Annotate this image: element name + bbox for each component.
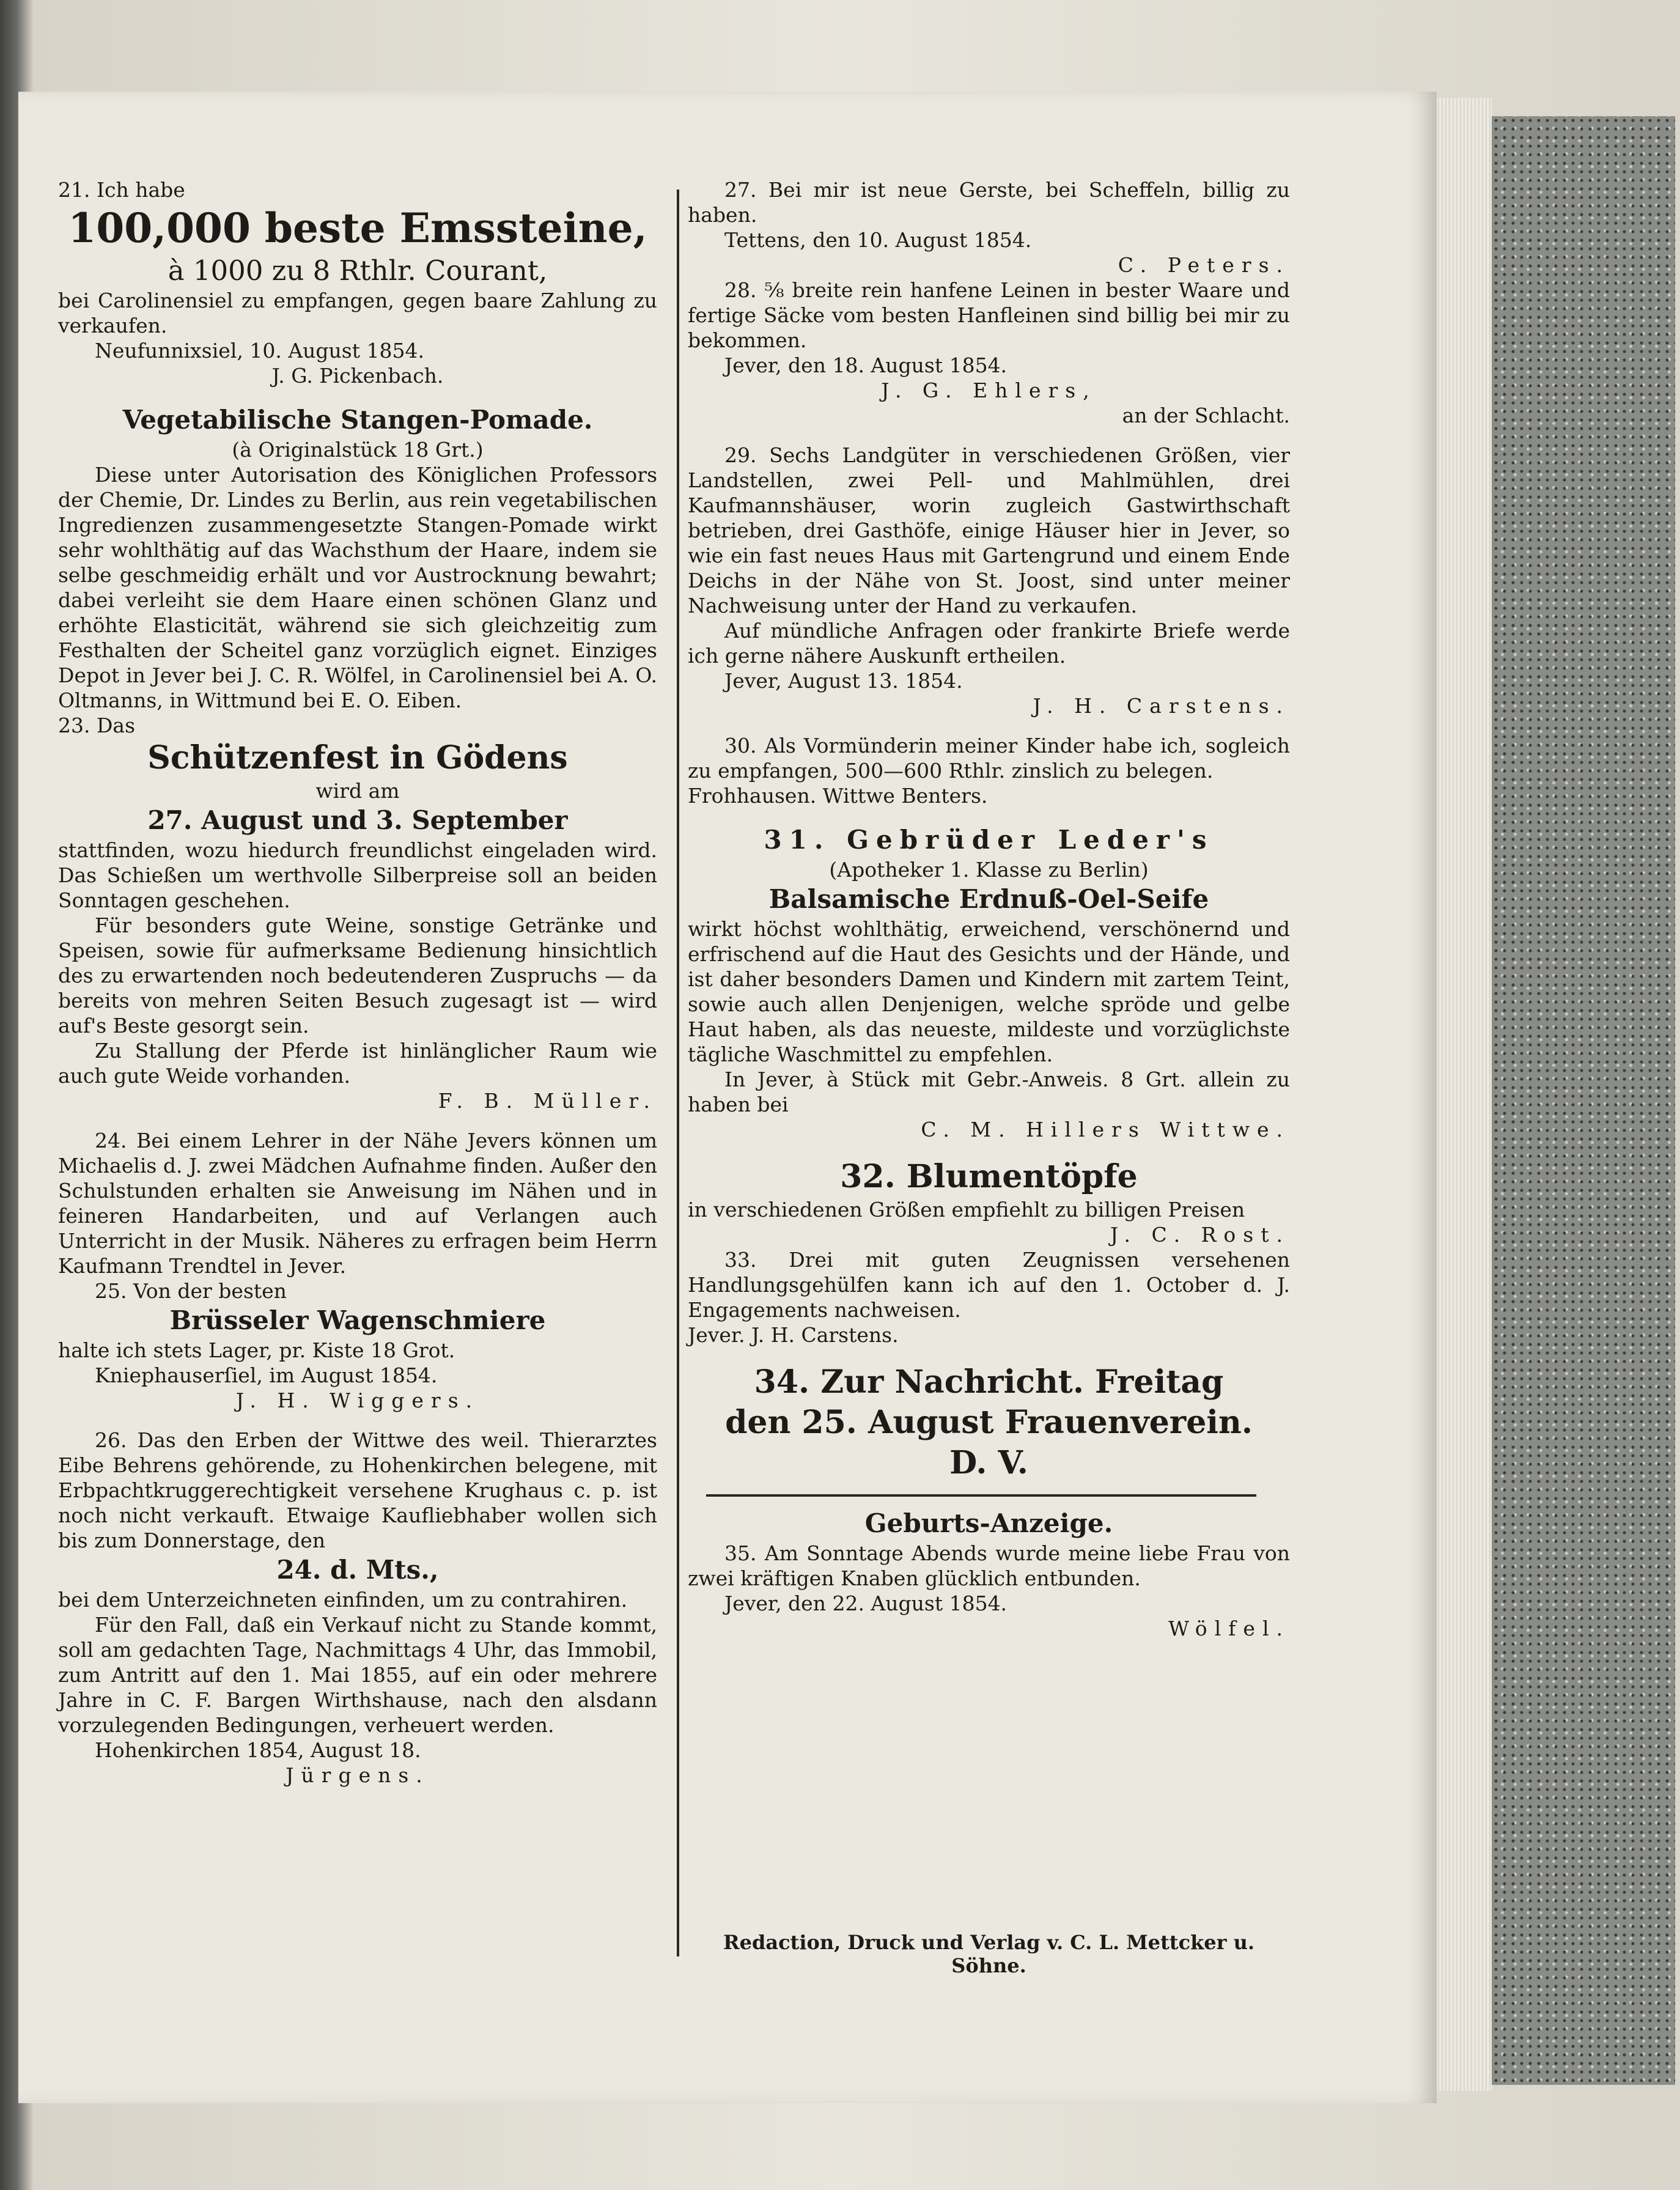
right-text-line: 29. Sechs Landgüter in verschiedenen Größen, vier Landstellen, zwei Pell- und Mahlmühlen, drei Kaufmannshäuser, worin zugleich Gastwirthschaft betrieben, drei Gasthöfe, einige Häuser hier in Jever, so wie ein fast neues Haus mit Gartengrund und einem Ende Deichs in der Nähe von St. Joost, sind unter meiner Nachweisung unter der Hand zu verkaufen.: [688, 443, 1290, 618]
spacer: [688, 1142, 1290, 1157]
left-text-line: 27. August und 3. September: [147, 805, 568, 835]
left-text-line: 24. d. Mts.,: [276, 1555, 439, 1585]
right-text-line: D. V.: [949, 1444, 1028, 1481]
left-text-line: Vegetabilische Stangen-Pomade.: [122, 405, 593, 435]
spacer: [688, 808, 1290, 823]
left-text-line: F. B. Müller.: [438, 1089, 657, 1113]
left-text-line: Brüsseler Wagenschmiere: [169, 1305, 546, 1335]
right-text-line: Geburts-Anzeige.: [864, 1508, 1113, 1538]
left-text-line: Jürgens.: [286, 1763, 430, 1787]
spacer: [58, 1413, 657, 1428]
right-text-line: 30. Als Vormünderin meiner Kinder habe ich, sogleich zu empfangen, 500—600 Rthlr. zinslich zu belegen.: [688, 734, 1290, 783]
right-text-line: 27. Bei mir ist neue Gerste, bei Scheffeln, billig zu haben.: [688, 178, 1290, 227]
right-text-line: Jever, August 13. 1854.: [724, 669, 963, 693]
left-text-line: 100,000 beste Emssteine,: [68, 204, 647, 252]
left-text-line: Für besonders gute Weine, sonstige Getränke und Speisen, sowie für aufmerksame Bedienung hinsichtlich des zu erwartenden noch bedeutenderen Zuspruchs — da bereits von mehren Seiten Besuch zugesagt ist — wird auf's Beste gesorgt sein.: [58, 913, 657, 1038]
right-text-line: 34. Zur Nachricht. Freitag: [754, 1363, 1224, 1401]
left-column: [58, 177, 657, 1788]
left-text-line: 26. Das den Erben der Wittwe des weil. Thierarztes Eibe Behrens gehörende, zu Hohenkirchen belegene, mit Erbpachtkruggerechtigkeit versehene Krughaus c. p. ist noch nicht verkauft. Etwaige Kaufliebhaber wollen sich bis zum Donnerstage, den: [58, 1428, 657, 1552]
left-text-line: 23. Das: [58, 713, 136, 737]
column-divider: [677, 190, 679, 1956]
right-text-line: C. M. Hillers Wittwe.: [921, 1118, 1290, 1141]
right-text-line: wirkt höchst wohlthätig, erweichend, verschönernd und erfrischend auf die Haut des Gesichts und der Hände, und ist daher besonders Damen und Kindern mit zartem Teint, sowie auch allen Denjenigen, welche spröde und gelbe Haut haben, als das neueste, mildeste und vorzüglichste tägliche Waschmittel zu empfehlen.: [688, 917, 1290, 1066]
right-text-line: 35. Am Sonntage Abends wurde meine liebe Frau von zwei kräftigen Knaben glücklich entbunden.: [688, 1541, 1290, 1590]
left-text-line: 24. Bei einem Lehrer in der Nähe Jevers können um Michaelis d. J. zwei Mädchen Aufnahme finden. Außer den Schulstunden erhalten sie Anweisung im Nähen und in feineren Handarbeiten, und auf Verlangen auch Unterricht in der Musik. Näheres zu erfragen beim Herrn Kaufmann Trendtel in Jever.: [58, 1129, 657, 1278]
right-text-line: an der Schlacht.: [1122, 404, 1290, 427]
book-cover-marbled: [1492, 116, 1675, 2085]
left-text-line: Schützenfest in Gödens: [147, 739, 568, 776]
right-text-line: Frohhausen. Wittwe Benters.: [688, 784, 988, 808]
right-text-line: 28. ⅝ breite rein hanfene Leinen in bester Waare und fertige Säcke vom besten Hanfleinen sind billig bei mir zu bekommen.: [688, 278, 1290, 352]
imprint-footer: Redaction, Druck und Verlag v. C. L. Mettcker u. Söhne.: [723, 1931, 1254, 1977]
right-text-line: J. G. Ehlers,: [881, 378, 1097, 402]
right-text-line: Wölfel.: [1168, 1617, 1290, 1640]
left-text-line: Diese unter Autorisation des Königlichen Professors der Chemie, Dr. Lindes zu Berlin, aus rein vegetabilischen Ingredienzen zusammengesetzte Stangen-Pomade wirkt sehr wohlthätig auf das Wachsthum der Haare, indem sie selbe geschmeidig erhält und vor Austrocknung bewahrt; dabei verleiht sie dem Haare einen schönen Glanz und erhöhte Elasticität, während sie sich gleichzeitig zum Festhalten der Scheitel ganz vorzüglich eignet. Einziges Depot in Jever bei J. C. R. Wölfel, in Carolinensiel bei A. O. Oltmanns, in Wittmund bei E. O. Eiben.: [58, 463, 657, 712]
left-text-line: Kniephauserſiel, im August 1854.: [95, 1363, 438, 1387]
left-text-line: bei dem Unterzeichneten einfinden, um zu contrahiren.: [58, 1588, 628, 1612]
right-text-line: den 25. August Frauenverein.: [725, 1404, 1253, 1441]
spacer: [688, 718, 1290, 733]
right-text-line: 31. Gebrüder Leder's: [764, 825, 1214, 855]
left-text-line: stattfinden, wozu hiedurch freundlichst eingeladen wird. Das Schießen um werthvolle Silberpreise soll an beiden Sonntagen geschehen.: [58, 838, 657, 912]
right-text-line: 33. Drei mit guten Zeugnissen versehenen Handlungsgehülfen kann ich auf den 1. October d. J. Engagements nachweisen.: [688, 1248, 1290, 1322]
left-text-line: halte ich stets Lager, pr. Kiste 18 Grot.: [58, 1338, 455, 1362]
left-text-line: Hohenkirchen 1854, August 18.: [95, 1738, 421, 1762]
right-text-line: Tettens, den 10. August 1854.: [724, 228, 1032, 252]
left-text-line: bei Carolinensiel zu empfangen, gegen baare Zahlung zu verkaufen.: [58, 289, 657, 337]
right-text-line: C. Peters.: [1118, 253, 1290, 277]
right-text-line: J. C. Rost.: [1110, 1223, 1290, 1247]
left-text-line: à 1000 zu 8 Rthlr. Courant,: [168, 254, 548, 287]
right-text-line: Jever. J. H. Carstens.: [688, 1323, 899, 1347]
left-text-line: Für den Fall, daß ein Verkauf nicht zu Stande kommt, soll am gedachten Tage, Nachmittags 4 Uhr, das Immobil, zum Antritt auf den 1. Mai 1855, auf ein oder mehrere Jahre in C. F. Bargen Wirthshause, nach den alsdann vorzulegenden Bedingungen, verheuert werden.: [58, 1613, 657, 1737]
right-text-line: Jever, den 22. August 1854.: [724, 1591, 1008, 1615]
spacer: [688, 1348, 1290, 1362]
section-rule: [706, 1494, 1256, 1497]
left-text-line: J. G. Pickenbach.: [271, 364, 444, 388]
page-edges: [1437, 98, 1492, 2091]
left-text-line: Neufunnixsiel, 10. August 1854.: [95, 339, 424, 363]
right-text-line: Balsamische Erdnuß-Oel-Seife: [768, 884, 1209, 914]
spacer: [58, 388, 657, 403]
left-text-line: 21. Ich habe: [58, 178, 185, 202]
left-text-line: J. H. Wiggers.: [235, 1388, 480, 1412]
right-text-line: Auf mündliche Anfragen oder frankirte Briefe werde ich gerne nähere Auskunft ertheilen.: [688, 619, 1290, 668]
spacer: [58, 1113, 657, 1128]
right-text-line: J. H. Carstens.: [1033, 694, 1290, 718]
right-text-line: (Apotheker 1. Klasse zu Berlin): [829, 858, 1149, 882]
spacer: [688, 428, 1290, 443]
left-text-line: wird am: [315, 779, 400, 803]
right-text-line: in verschiedenen Größen empfiehlt zu billigen Preisen: [688, 1198, 1245, 1222]
left-text-line: Zu Stallung der Pferde ist hinlänglicher Raum wie auch gute Weide vorhanden.: [58, 1039, 657, 1088]
left-text-line: (à Originalstück 18 Grt.): [232, 438, 484, 462]
right-text-line: Jever, den 18. August 1854.: [724, 353, 1008, 377]
right-text-line: In Jever, à Stück mit Gebr.-Anweis. 8 Grt. allein zu haben bei: [688, 1067, 1290, 1116]
right-text-line: 32. Blumentöpfe: [840, 1158, 1138, 1195]
right-column: [688, 177, 1290, 1641]
left-text-line: 25. Von der besten: [95, 1279, 287, 1303]
